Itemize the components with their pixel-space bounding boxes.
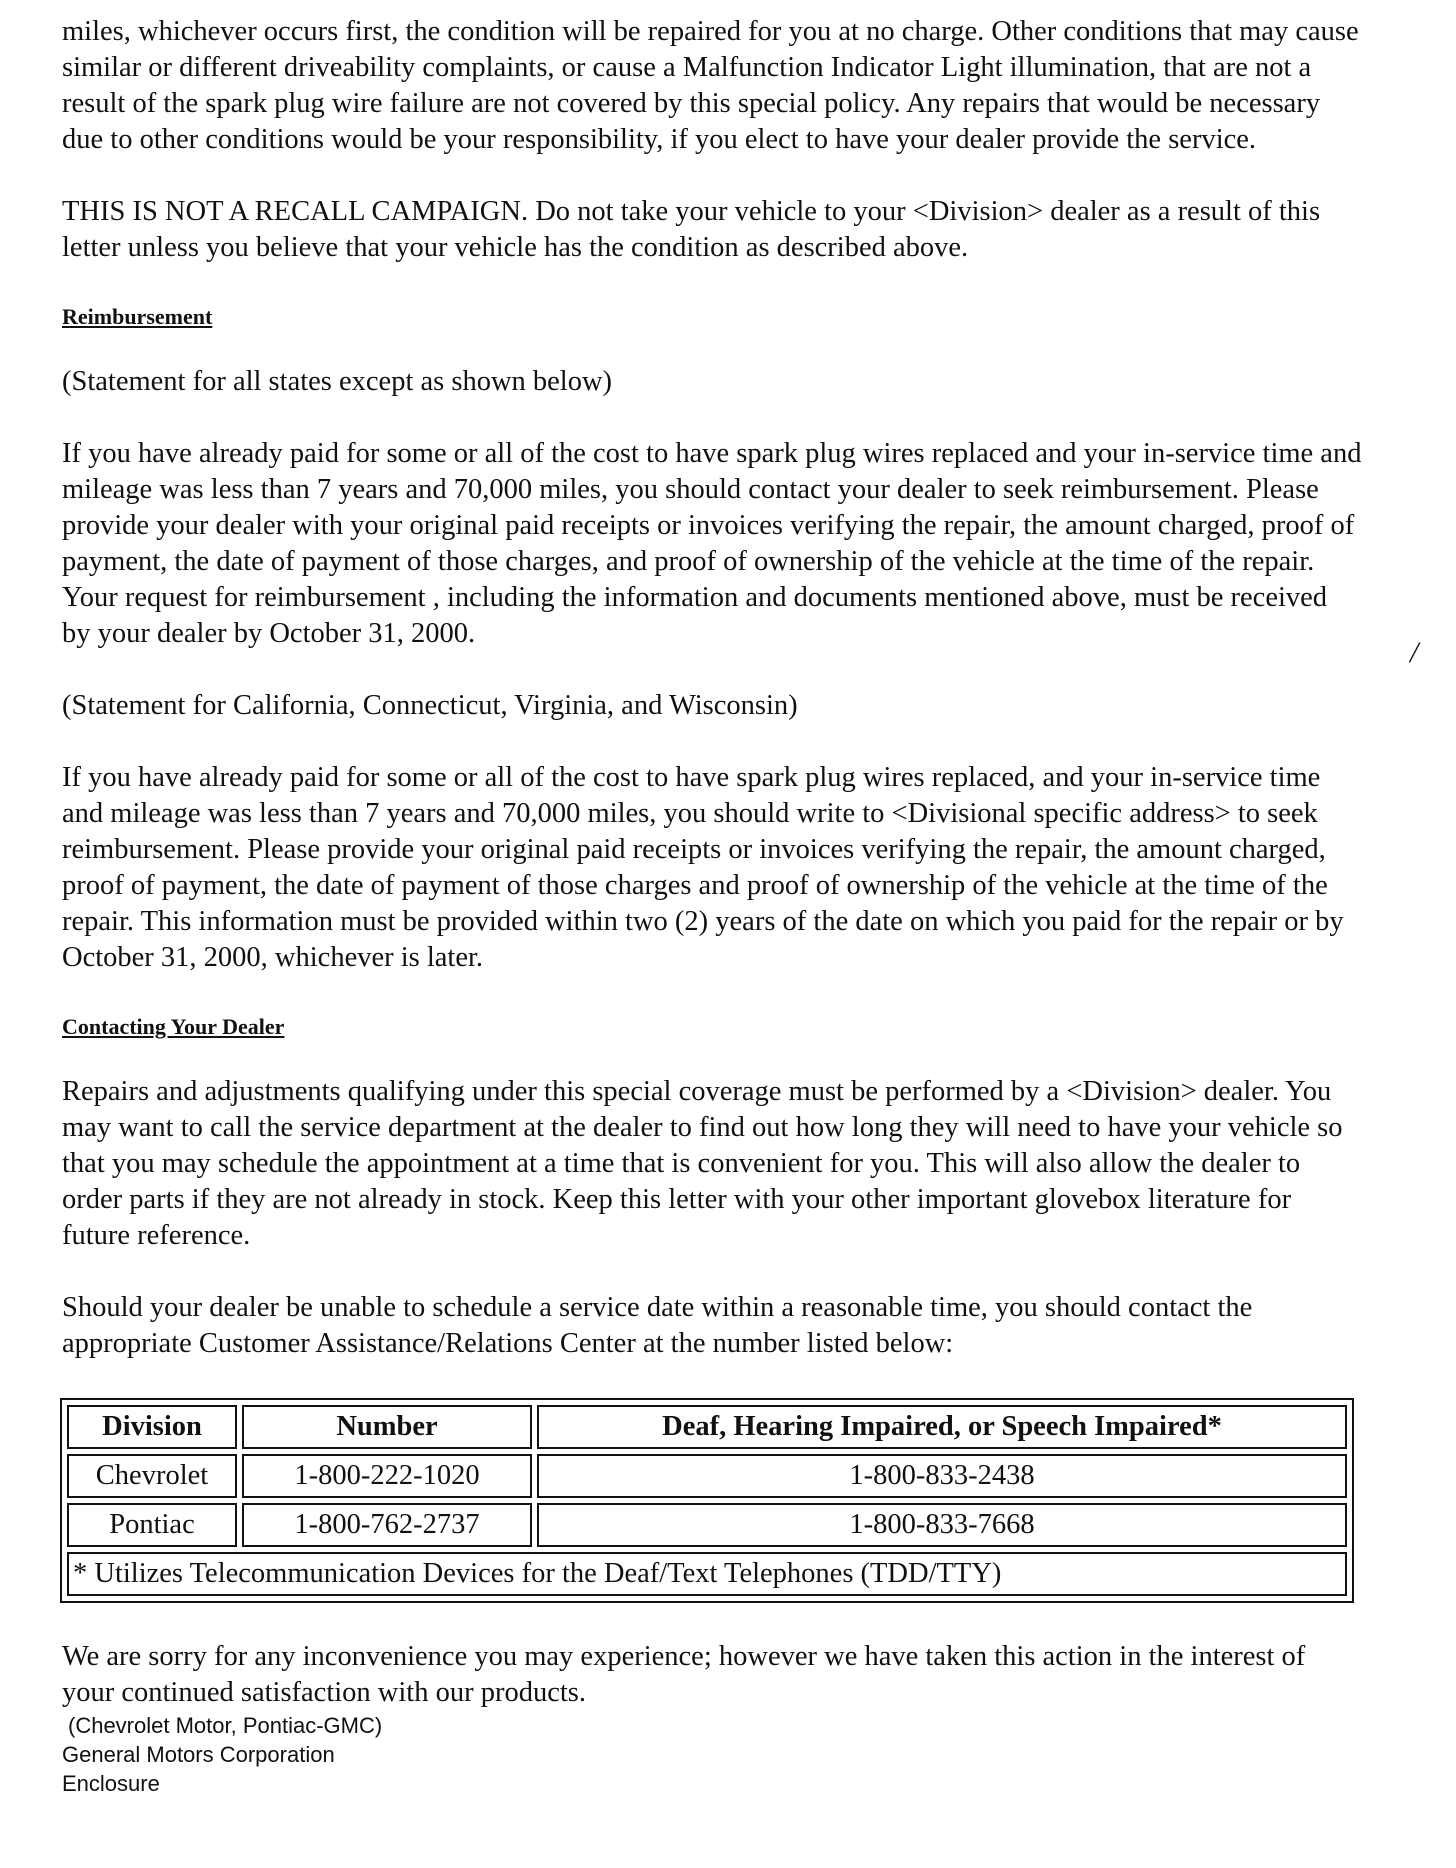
statement-specific-states: (Statement for California, Connecticut, Virginia, and Wisconsin) bbox=[62, 690, 798, 721]
header-division: Division bbox=[67, 1405, 237, 1449]
table-row bbox=[67, 1454, 1347, 1498]
signature-company: General Motors Corporation bbox=[62, 1742, 335, 1767]
table-header-row bbox=[67, 1405, 1347, 1449]
table-footnote-row bbox=[67, 1552, 1347, 1596]
contact-table bbox=[60, 1398, 1354, 1603]
paragraph-coverage: miles, whichever occurs first, the condition will be repaired for you at no charge. Other conditions that may cause similar or different driveability complaints, or cause a Malfunction Indicator Light illumination, that are not a result of the spark plug wire failure are not covered by this special policy. Any repairs that would be necessary due to other conditions would be your responsibility, if you elect to have your dealer provide the service. bbox=[62, 16, 1359, 155]
table-row bbox=[67, 1503, 1347, 1547]
paragraph-reimbursement-all: If you have already paid for some or all of the cost to have spark plug wires replaced and your in-service time and mileage was less than 7 years and 70,000 miles, you should contact your dealer to seek reimbursement. Please provide your dealer with your original paid receipts or invoices verifying the repair, the amount charged, proof of payment, the date of payment of those charges, and proof of ownership of the vehicle at the time of the repair. Your request for reimbursement , including the information and documents mentioned above, must be received by your dealer by October 31, 2000. bbox=[62, 438, 1362, 649]
cell-number: 1-800-222-1020 bbox=[242, 1454, 532, 1498]
signature-enclosure: Enclosure bbox=[62, 1771, 160, 1796]
statement-all-states: (Statement for all states except as shown below) bbox=[62, 366, 613, 397]
table-footnote: * Utilizes Telecommunication Devices for the Deaf/Text Telephones (TDD/TTY) bbox=[67, 1552, 1347, 1596]
signature-divisions: (Chevrolet Motor, Pontiac-GMC) bbox=[68, 1713, 383, 1738]
header-tdd: Deaf, Hearing Impaired, or Speech Impaired* bbox=[537, 1405, 1347, 1449]
cell-number: 1-800-762-2737 bbox=[242, 1503, 532, 1547]
heading-reimbursement: Reimbursement bbox=[62, 304, 213, 329]
paragraph-not-recall: THIS IS NOT A RECALL CAMPAIGN. Do not take your vehicle to your <Division> dealer as a result of this letter unless you believe that your vehicle has the condition as described above. bbox=[62, 196, 1321, 263]
paragraph-reimbursement-states: If you have already paid for some or all of the cost to have spark plug wires replaced, and your in-service time and mileage was less than 7 years and 70,000 miles, you should write to <Divisional specific address> to seek reimbursement. Please provide your original paid receipts or invoices verifying the repair, the amount charged, proof of payment, the date of payment of those charges and proof of ownership of the vehicle at the time of the repair. This information must be provided within two (2) years of the date on which you paid for the repair or by October 31, 2000, whichever is later. bbox=[62, 762, 1344, 973]
cell-tdd-number: 1-800-833-2438 bbox=[537, 1454, 1347, 1498]
paragraph-contacting-2: Should your dealer be unable to schedule a service date within a reasonable time, you should contact the appropriate Customer Assistance/Relations Center at the number listed below: bbox=[62, 1292, 1253, 1359]
header-number: Number bbox=[242, 1405, 532, 1449]
letter-page bbox=[62, 14, 1362, 1798]
cell-tdd-number: 1-800-833-7668 bbox=[537, 1503, 1347, 1547]
cell-division: Chevrolet bbox=[67, 1454, 237, 1498]
heading-contacting-dealer: Contacting Your Dealer bbox=[62, 1014, 285, 1039]
paragraph-closing: We are sorry for any inconvenience you may experience; however we have taken this action in the interest of your continued satisfaction with our products. bbox=[62, 1641, 1306, 1708]
cell-division: Pontiac bbox=[67, 1503, 237, 1547]
paragraph-contacting-1: Repairs and adjustments qualifying under this special coverage must be performed by a <Division> dealer. You may want to call the service department at the dealer to find out how long they will need to have your vehicle so that you may schedule the appointment at a time that is convenient for you. This will also allow the dealer to order parts if they are not already in stock. Keep this letter with your other important glovebox literature for future reference. bbox=[62, 1076, 1343, 1251]
margin-mark: / bbox=[1410, 636, 1419, 669]
